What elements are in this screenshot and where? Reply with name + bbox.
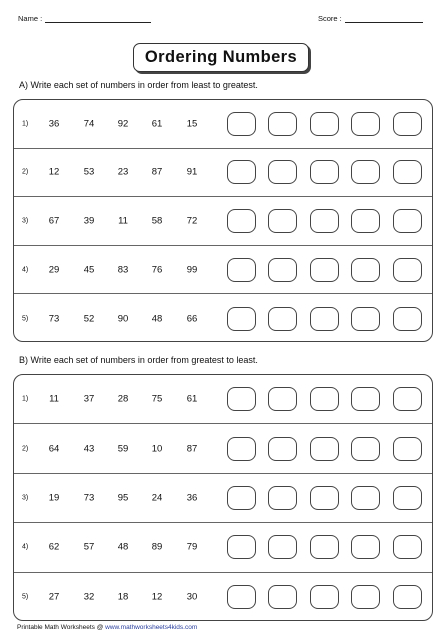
answer-box[interactable] (268, 585, 297, 609)
number-value: 15 (186, 118, 198, 130)
number-value: 48 (151, 313, 163, 325)
number-value: 10 (151, 443, 163, 455)
number-value: 73 (48, 313, 60, 325)
answer-box[interactable] (351, 307, 380, 331)
answer-box[interactable] (227, 585, 256, 609)
number-value: 59 (117, 443, 129, 455)
answer-box[interactable] (310, 535, 339, 559)
footer (17, 624, 197, 631)
number-value: 29 (48, 264, 60, 276)
number-value: 62 (48, 541, 60, 553)
name-field (18, 14, 151, 23)
answer-box[interactable] (393, 387, 422, 411)
answer-box[interactable] (310, 437, 339, 461)
section-a-panel (13, 99, 433, 342)
footer-text: Printable Math Worksheets @ (17, 624, 106, 631)
number-value: 37 (83, 393, 95, 405)
worksheet-title: Ordering Numbers (133, 43, 309, 72)
answer-box[interactable] (268, 258, 297, 282)
answer-box[interactable] (310, 160, 339, 184)
number-value: 53 (83, 166, 95, 178)
name-line[interactable] (45, 14, 151, 23)
number-value: 12 (48, 166, 60, 178)
number-value: 61 (151, 118, 163, 130)
answer-box[interactable] (310, 307, 339, 331)
problem-row (14, 246, 432, 295)
number-value: 11 (49, 393, 59, 405)
answer-box[interactable] (351, 209, 380, 233)
section-a-instruction: A) Write each set of numbers in order from least to greatest. (19, 80, 258, 90)
section-b-instruction: B) Write each set of numbers in order from greatest to least. (19, 355, 258, 365)
problem-row (14, 424, 432, 473)
number-value: 61 (186, 393, 198, 405)
answer-box[interactable] (227, 535, 256, 559)
answer-box[interactable] (227, 258, 256, 282)
number-value: 57 (83, 541, 95, 553)
number-value: 30 (186, 591, 198, 603)
answer-box[interactable] (351, 486, 380, 510)
number-value: 36 (48, 118, 60, 130)
answer-box[interactable] (351, 585, 380, 609)
number-value: 90 (117, 313, 129, 325)
answer-box[interactable] (393, 209, 422, 233)
problem-number: 4) (22, 266, 29, 274)
problem-row (14, 197, 432, 246)
number-value: 95 (117, 492, 129, 504)
problem-number: 1) (22, 120, 29, 128)
number-value: 83 (117, 264, 129, 276)
number-value: 18 (117, 591, 129, 603)
problem-row (14, 375, 432, 424)
answer-box[interactable] (310, 209, 339, 233)
number-value: 45 (83, 264, 95, 276)
answer-box[interactable] (351, 535, 380, 559)
problem-row (14, 100, 432, 149)
answer-box[interactable] (393, 585, 422, 609)
section-b-panel (13, 374, 433, 621)
number-value: 19 (48, 492, 60, 504)
answer-box[interactable] (351, 160, 380, 184)
answer-box[interactable] (268, 307, 297, 331)
number-value: 66 (186, 313, 198, 325)
answer-box[interactable] (351, 258, 380, 282)
number-value: 76 (151, 264, 163, 276)
answer-box[interactable] (268, 486, 297, 510)
number-value: 24 (151, 492, 163, 504)
answer-box[interactable] (227, 160, 256, 184)
number-value: 52 (83, 313, 95, 325)
number-value: 32 (83, 591, 95, 603)
number-value: 75 (151, 393, 163, 405)
number-value: 91 (186, 166, 198, 178)
problem-number: 1) (22, 395, 29, 403)
number-value: 73 (83, 492, 95, 504)
number-value: 89 (151, 541, 163, 553)
problem-row (14, 573, 432, 621)
answer-box[interactable] (393, 258, 422, 282)
answer-box[interactable] (268, 437, 297, 461)
answer-box[interactable] (227, 209, 256, 233)
number-value: 28 (117, 393, 129, 405)
problem-row (14, 294, 432, 342)
score-field (318, 14, 423, 23)
number-value: 58 (151, 215, 163, 227)
answer-box[interactable] (393, 535, 422, 559)
answer-box[interactable] (227, 112, 256, 136)
answer-box[interactable] (393, 486, 422, 510)
answer-box[interactable] (227, 307, 256, 331)
answer-box[interactable] (393, 307, 422, 331)
answer-box[interactable] (268, 535, 297, 559)
number-value: 74 (83, 118, 95, 130)
number-value: 23 (117, 166, 129, 178)
answer-box[interactable] (393, 112, 422, 136)
problem-number: 2) (22, 168, 29, 176)
number-value: 27 (48, 591, 60, 603)
problem-row (14, 474, 432, 523)
problem-number: 2) (22, 445, 29, 453)
number-value: 43 (83, 443, 95, 455)
number-value: 64 (48, 443, 60, 455)
problem-row (14, 523, 432, 572)
number-value: 79 (186, 541, 198, 553)
answer-box[interactable] (227, 486, 256, 510)
answer-box[interactable] (268, 387, 297, 411)
number-value: 67 (48, 215, 60, 227)
number-value: 92 (117, 118, 129, 130)
answer-box[interactable] (310, 585, 339, 609)
number-value: 87 (151, 166, 163, 178)
problem-number: 3) (22, 217, 29, 225)
answer-box[interactable] (310, 258, 339, 282)
number-value: 11 (118, 215, 128, 227)
problem-number: 5) (22, 315, 29, 323)
problem-number: 3) (22, 494, 29, 502)
answer-box[interactable] (227, 437, 256, 461)
number-value: 36 (186, 492, 198, 504)
footer-site-link[interactable]: www.mathworksheets4kids.com (105, 624, 198, 631)
number-value: 99 (186, 264, 198, 276)
number-value: 72 (186, 215, 198, 227)
problem-row (14, 149, 432, 198)
score-label: Score : (318, 14, 342, 23)
problem-number: 5) (22, 593, 29, 601)
score-line[interactable] (345, 14, 423, 23)
number-value: 87 (186, 443, 198, 455)
answer-box[interactable] (393, 437, 422, 461)
answer-box[interactable] (310, 486, 339, 510)
number-value: 12 (151, 591, 163, 603)
answer-box[interactable] (268, 209, 297, 233)
problem-number: 4) (22, 543, 29, 551)
answer-box[interactable] (393, 160, 422, 184)
answer-box[interactable] (351, 437, 380, 461)
answer-box[interactable] (310, 112, 339, 136)
answer-box[interactable] (310, 387, 339, 411)
answer-box[interactable] (268, 112, 297, 136)
answer-box[interactable] (351, 112, 380, 136)
answer-box[interactable] (268, 160, 297, 184)
number-value: 39 (83, 215, 95, 227)
number-value: 48 (117, 541, 129, 553)
answer-box[interactable] (351, 387, 380, 411)
answer-box[interactable] (227, 387, 256, 411)
name-label: Name : (18, 14, 43, 23)
